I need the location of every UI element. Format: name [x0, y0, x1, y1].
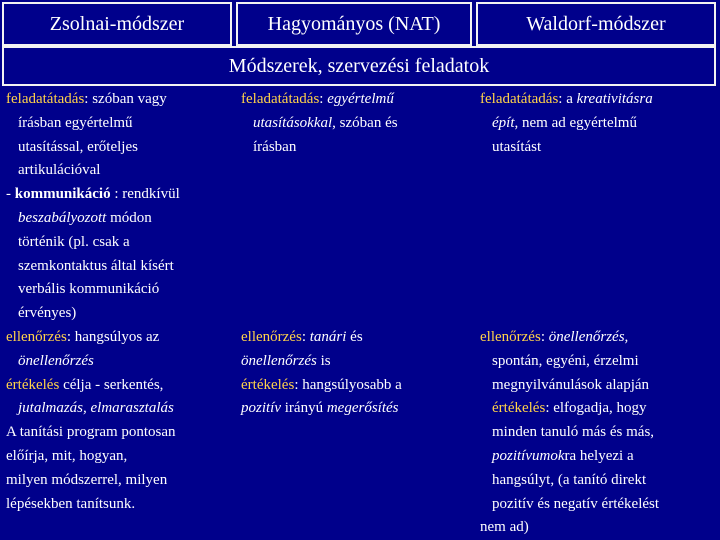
text-fragment: beszabályozott [18, 209, 107, 226]
text-line: milyen módszerrel, milyen [6, 471, 168, 488]
text-line [6, 88, 232, 112]
text-fragment: pozitív [241, 400, 281, 417]
text-fragment: , szóban és [332, 114, 398, 131]
text-fragment: : hangsúlyos az [66, 328, 160, 345]
text-fragment: egyértelmű [327, 91, 394, 107]
text-line: írásban egyértelmű [18, 114, 133, 131]
term-feladatatadas: feladatátadás [480, 91, 559, 107]
text-line: artikulációval [18, 162, 101, 179]
term-ertekeles: értékelés [6, 376, 60, 393]
section-title: Módszerek, szervezési feladatok [2, 46, 716, 86]
text-line: lépésekben tanítsunk. [6, 495, 136, 512]
text-line: A tanítási program pontosan [6, 424, 176, 441]
text-fragment: kreativitásra [576, 91, 653, 107]
column-hagyomanyos [241, 88, 471, 536]
text-line: írásban [253, 138, 297, 155]
term-feladatatadas: feladatátadás [241, 91, 320, 107]
term-ellenorzes: ellenőrzés [480, 328, 541, 345]
text-line: előírja, mit, hogyan, [6, 447, 128, 464]
text-line: spontán, egyéni, érzelmi [492, 352, 639, 369]
text-fragment: pozitívumok [492, 447, 565, 464]
text-fragment: , nem ad egyértelmű [514, 114, 637, 131]
text-line [480, 326, 716, 350]
text-line [480, 112, 716, 136]
text-line [480, 88, 716, 112]
text-fragment: - [6, 186, 15, 203]
text-line [6, 207, 232, 231]
header-waldorf: Waldorf-módszer [476, 2, 716, 46]
text-fragment: és [346, 328, 363, 345]
text-line: utasítást [492, 138, 542, 155]
text-line [241, 326, 471, 350]
text-line: minden tanuló más és más, [492, 424, 655, 441]
text-fragment: : rendkívül [110, 186, 180, 203]
text-line: önellenőrzés [18, 352, 94, 369]
text-line [6, 183, 232, 207]
text-line: érvényes) [18, 305, 77, 322]
text-fragment: irányú [281, 400, 327, 417]
term-ertekeles: értékelés [492, 400, 546, 417]
text-fragment: önellenőrzés [241, 352, 317, 369]
text-fragment: : [301, 328, 310, 345]
text-line [241, 397, 471, 421]
text-fragment: : szóban vagy [84, 91, 167, 107]
text-fragment: módon [106, 209, 152, 226]
text-fragment: : elfogadja, hogy [545, 400, 647, 417]
term-ellenorzes: ellenőrzés [6, 328, 67, 345]
spacer [241, 159, 471, 326]
text-line [480, 445, 716, 469]
header-zsolnai: Zsolnai-módszer [2, 2, 232, 46]
term-kommunikacio: kommunikáció [14, 186, 111, 203]
text-fragment: is [316, 352, 331, 369]
term-ellenorzes: ellenőrzés [241, 328, 302, 345]
text-line [241, 374, 471, 398]
text-line: jutalmazás, elmarasztalás [18, 400, 174, 417]
text-line [241, 350, 471, 374]
text-line: nem ad) [480, 519, 529, 536]
text-fragment: : hangsúlyosabb a [294, 376, 402, 393]
text-line: hangsúlyt, (a tanító direkt [492, 471, 647, 488]
text-fragment: : [540, 328, 549, 345]
text-fragment: célja - serkentés, [59, 376, 164, 393]
text-line [6, 326, 232, 350]
text-line: szemkontaktus által kísért [18, 257, 174, 274]
text-line [480, 397, 716, 421]
column-zsolnai [6, 88, 232, 536]
text-fragment: : [319, 91, 328, 107]
text-fragment: épít [492, 114, 515, 131]
spacer [480, 159, 716, 326]
text-fragment: utasításokkal [253, 114, 333, 131]
header-row [0, 0, 720, 48]
text-fragment: ra helyezi a [564, 447, 634, 464]
term-feladatatadas: feladatátadás [6, 91, 85, 107]
text-line: megnyilvánulások alapján [492, 376, 650, 393]
text-line [6, 374, 232, 398]
text-line: pozitív és negatív értékelést [492, 495, 660, 512]
header-hagyomanyos: Hagyományos (NAT) [236, 2, 472, 46]
text-fragment: : a [558, 91, 577, 107]
text-fragment: tanári [309, 328, 347, 345]
text-fragment: önellenőrzés, [548, 328, 629, 345]
text-line: utasítással, erőteljes [18, 138, 138, 155]
text-line [241, 88, 471, 112]
column-waldorf [480, 88, 716, 536]
text-line: verbális kommunikáció [18, 281, 160, 298]
text-line: történik (pl. csak a [18, 233, 130, 250]
text-fragment: megerősítés [326, 400, 399, 417]
text-line [241, 112, 471, 136]
term-ertekeles: értékelés [241, 376, 295, 393]
